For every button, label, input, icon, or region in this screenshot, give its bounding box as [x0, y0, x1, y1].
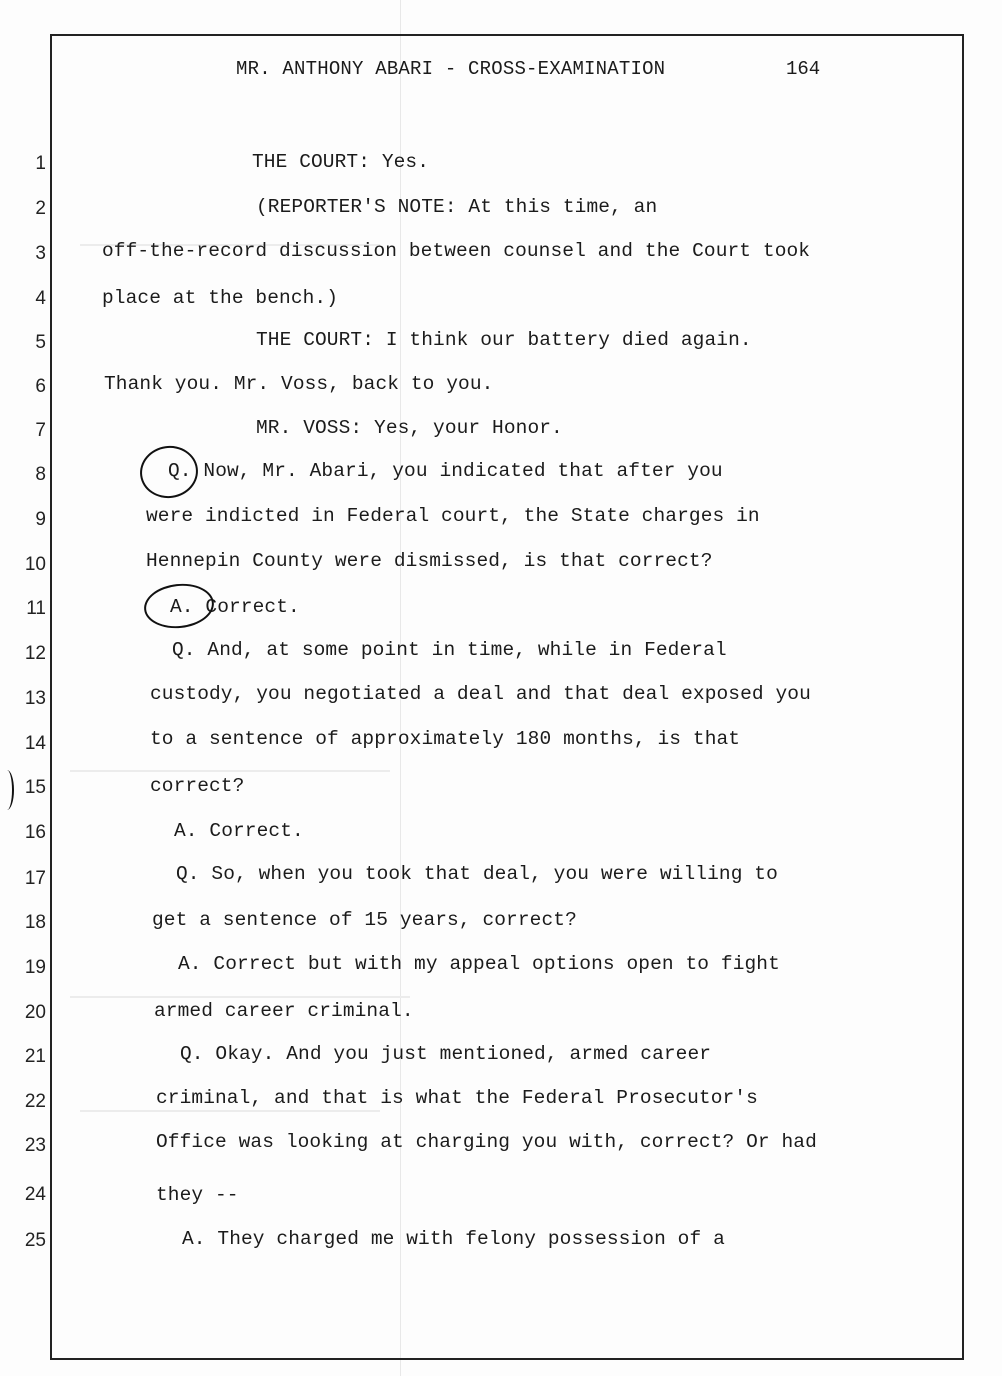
- transcript-line: THE COURT: Yes.: [252, 151, 430, 173]
- line-number: 6: [35, 376, 46, 397]
- line-number: 17: [24, 868, 46, 889]
- transcript-line: Q. Now, Mr. Abari, you indicated that after you: [168, 460, 723, 482]
- line-number: 14: [24, 733, 46, 754]
- transcript-line: Thank you. Mr. Voss, back to you.: [104, 373, 494, 395]
- transcript-line: place at the bench.): [102, 287, 339, 309]
- transcript-line: A. Correct.: [170, 596, 300, 618]
- line-number: 8: [35, 464, 46, 485]
- transcript-line: Q. And, at some point in time, while in Federal: [172, 639, 727, 661]
- line-number: 9: [35, 509, 46, 530]
- transcript-line: A. They charged me with felony possession of a: [182, 1228, 725, 1250]
- line-number: 1: [35, 153, 46, 174]
- line-number: 25: [24, 1230, 46, 1251]
- transcript-line: THE COURT: I think our battery died again.: [256, 329, 752, 351]
- transcript-line: armed career criminal.: [154, 1000, 414, 1022]
- line-number: 12: [24, 643, 46, 664]
- page-number: 164: [786, 58, 821, 80]
- line-number: 13: [24, 688, 46, 709]
- transcript-line: A. Correct.: [174, 820, 304, 842]
- transcript-line: to a sentence of approximately 180 months, is that: [150, 728, 741, 750]
- line-number: 19: [24, 957, 46, 978]
- transcript-line: A. Correct but with my appeal options open to fight: [178, 953, 780, 975]
- line-number: 11: [26, 598, 46, 619]
- line-number: 7: [35, 420, 46, 441]
- line-number: 22: [24, 1091, 46, 1112]
- transcript-line: (REPORTER'S NOTE: At this time, an: [256, 196, 658, 218]
- line-number: 2: [35, 198, 46, 219]
- line-number: 18: [24, 912, 46, 933]
- line-number: 4: [35, 288, 46, 309]
- transcript-line: Hennepin County were dismissed, is that correct?: [146, 550, 713, 572]
- transcript-line: off-the-record discussion between counsel and the Court took: [102, 240, 811, 262]
- handwritten-margin-bracket: [0, 770, 14, 810]
- line-number: 24: [24, 1184, 46, 1205]
- transcript-line: Q. So, when you took that deal, you were willing to: [176, 863, 778, 885]
- transcript-line: MR. VOSS: Yes, your Honor.: [256, 417, 563, 439]
- page-header-title: MR. ANTHONY ABARI - CROSS-EXAMINATION: [236, 58, 666, 80]
- line-number: 10: [24, 554, 46, 575]
- transcript-line: Q. Okay. And you just mentioned, armed career: [180, 1043, 712, 1065]
- line-number: 23: [24, 1135, 46, 1156]
- transcript-line: custody, you negotiated a deal and that deal exposed you: [150, 683, 811, 705]
- line-number: 20: [24, 1002, 46, 1023]
- line-number: 15: [24, 777, 46, 798]
- line-number: 3: [35, 243, 46, 264]
- transcript-line: criminal, and that is what the Federal Prosecutor's: [156, 1087, 758, 1109]
- transcript-line: were indicted in Federal court, the State charges in: [146, 505, 760, 527]
- transcript-line: Office was looking at charging you with, correct? Or had: [156, 1131, 817, 1153]
- line-number: 21: [24, 1046, 46, 1067]
- line-number: 16: [24, 822, 46, 843]
- transcript-line: correct?: [150, 775, 245, 797]
- transcript-line: they --: [156, 1184, 239, 1206]
- line-number: 5: [35, 332, 46, 353]
- transcript-line: get a sentence of 15 years, correct?: [152, 909, 577, 931]
